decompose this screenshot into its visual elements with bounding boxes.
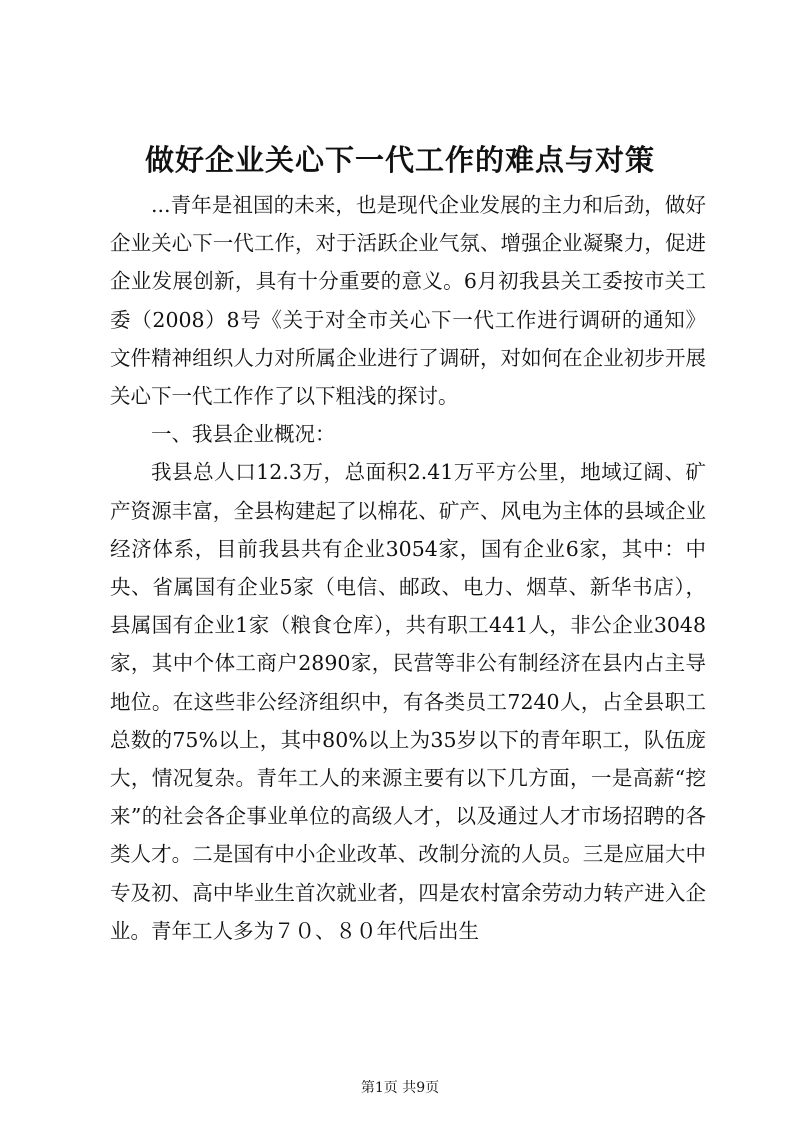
paragraph-intro: ...青年是祖国的未来，也是现代企业发展的主力和后劲，做好企业关心下一代工作，对于活跃企业气氛、增强企业凝聚力，促进企业发展创新，具有十分重要的意义。6月初我县关工委按市关工委（2008）8号《关于对全市关心下一代工作进行调研的通知》文件精神组织人力对所属企业进行了调研，对如何在企业初步开展关心下一代工作作了以下粗浅的探讨。 — [110, 193, 706, 409]
document-body — [110, 186, 706, 950]
document-title: 做好企业关心下一代工作的难点与对策 — [144, 143, 655, 177]
paragraph-section-heading: 一、我县企业概况： — [151, 422, 336, 447]
page-footer: 第1页 共9页 — [360, 1080, 440, 1096]
paragraph-county-overview: 我县总人口12.3万，总面积2.41万平方公里，地域辽阔、矿产资源丰富，全县构建起了以棉花、矿产、风电为主体的县域企业经济体系，目前我县共有企业3054家，国有企业6家，其中：中央、省属国有企业5家（电信、邮政、电力、烟草、新华书店），县属国有企业1家（粮食仓库），共有职工441人，非公企业3048家，其中个体工商户2890家，民营等非公有制经济在县内占主导地位。在这些非公经济组织中，有各类员工7240人，占全县职工总数的75%以上，其中80%以上为35岁以下的青年职工，队伍庞大，情况复杂。青年工人的来源主要有以下几方面，一是高薪“挖来”的社会各企事业单位的高级人才，以及通过人才市场招聘的各类人才。二是国有中小企业改革、改制分流的人员。三是应届大中专及初、高中毕业生首次就业者，四是农村富余劳动力转产进入企业。青年工人多为７０、８０年代后出生 — [110, 460, 706, 943]
